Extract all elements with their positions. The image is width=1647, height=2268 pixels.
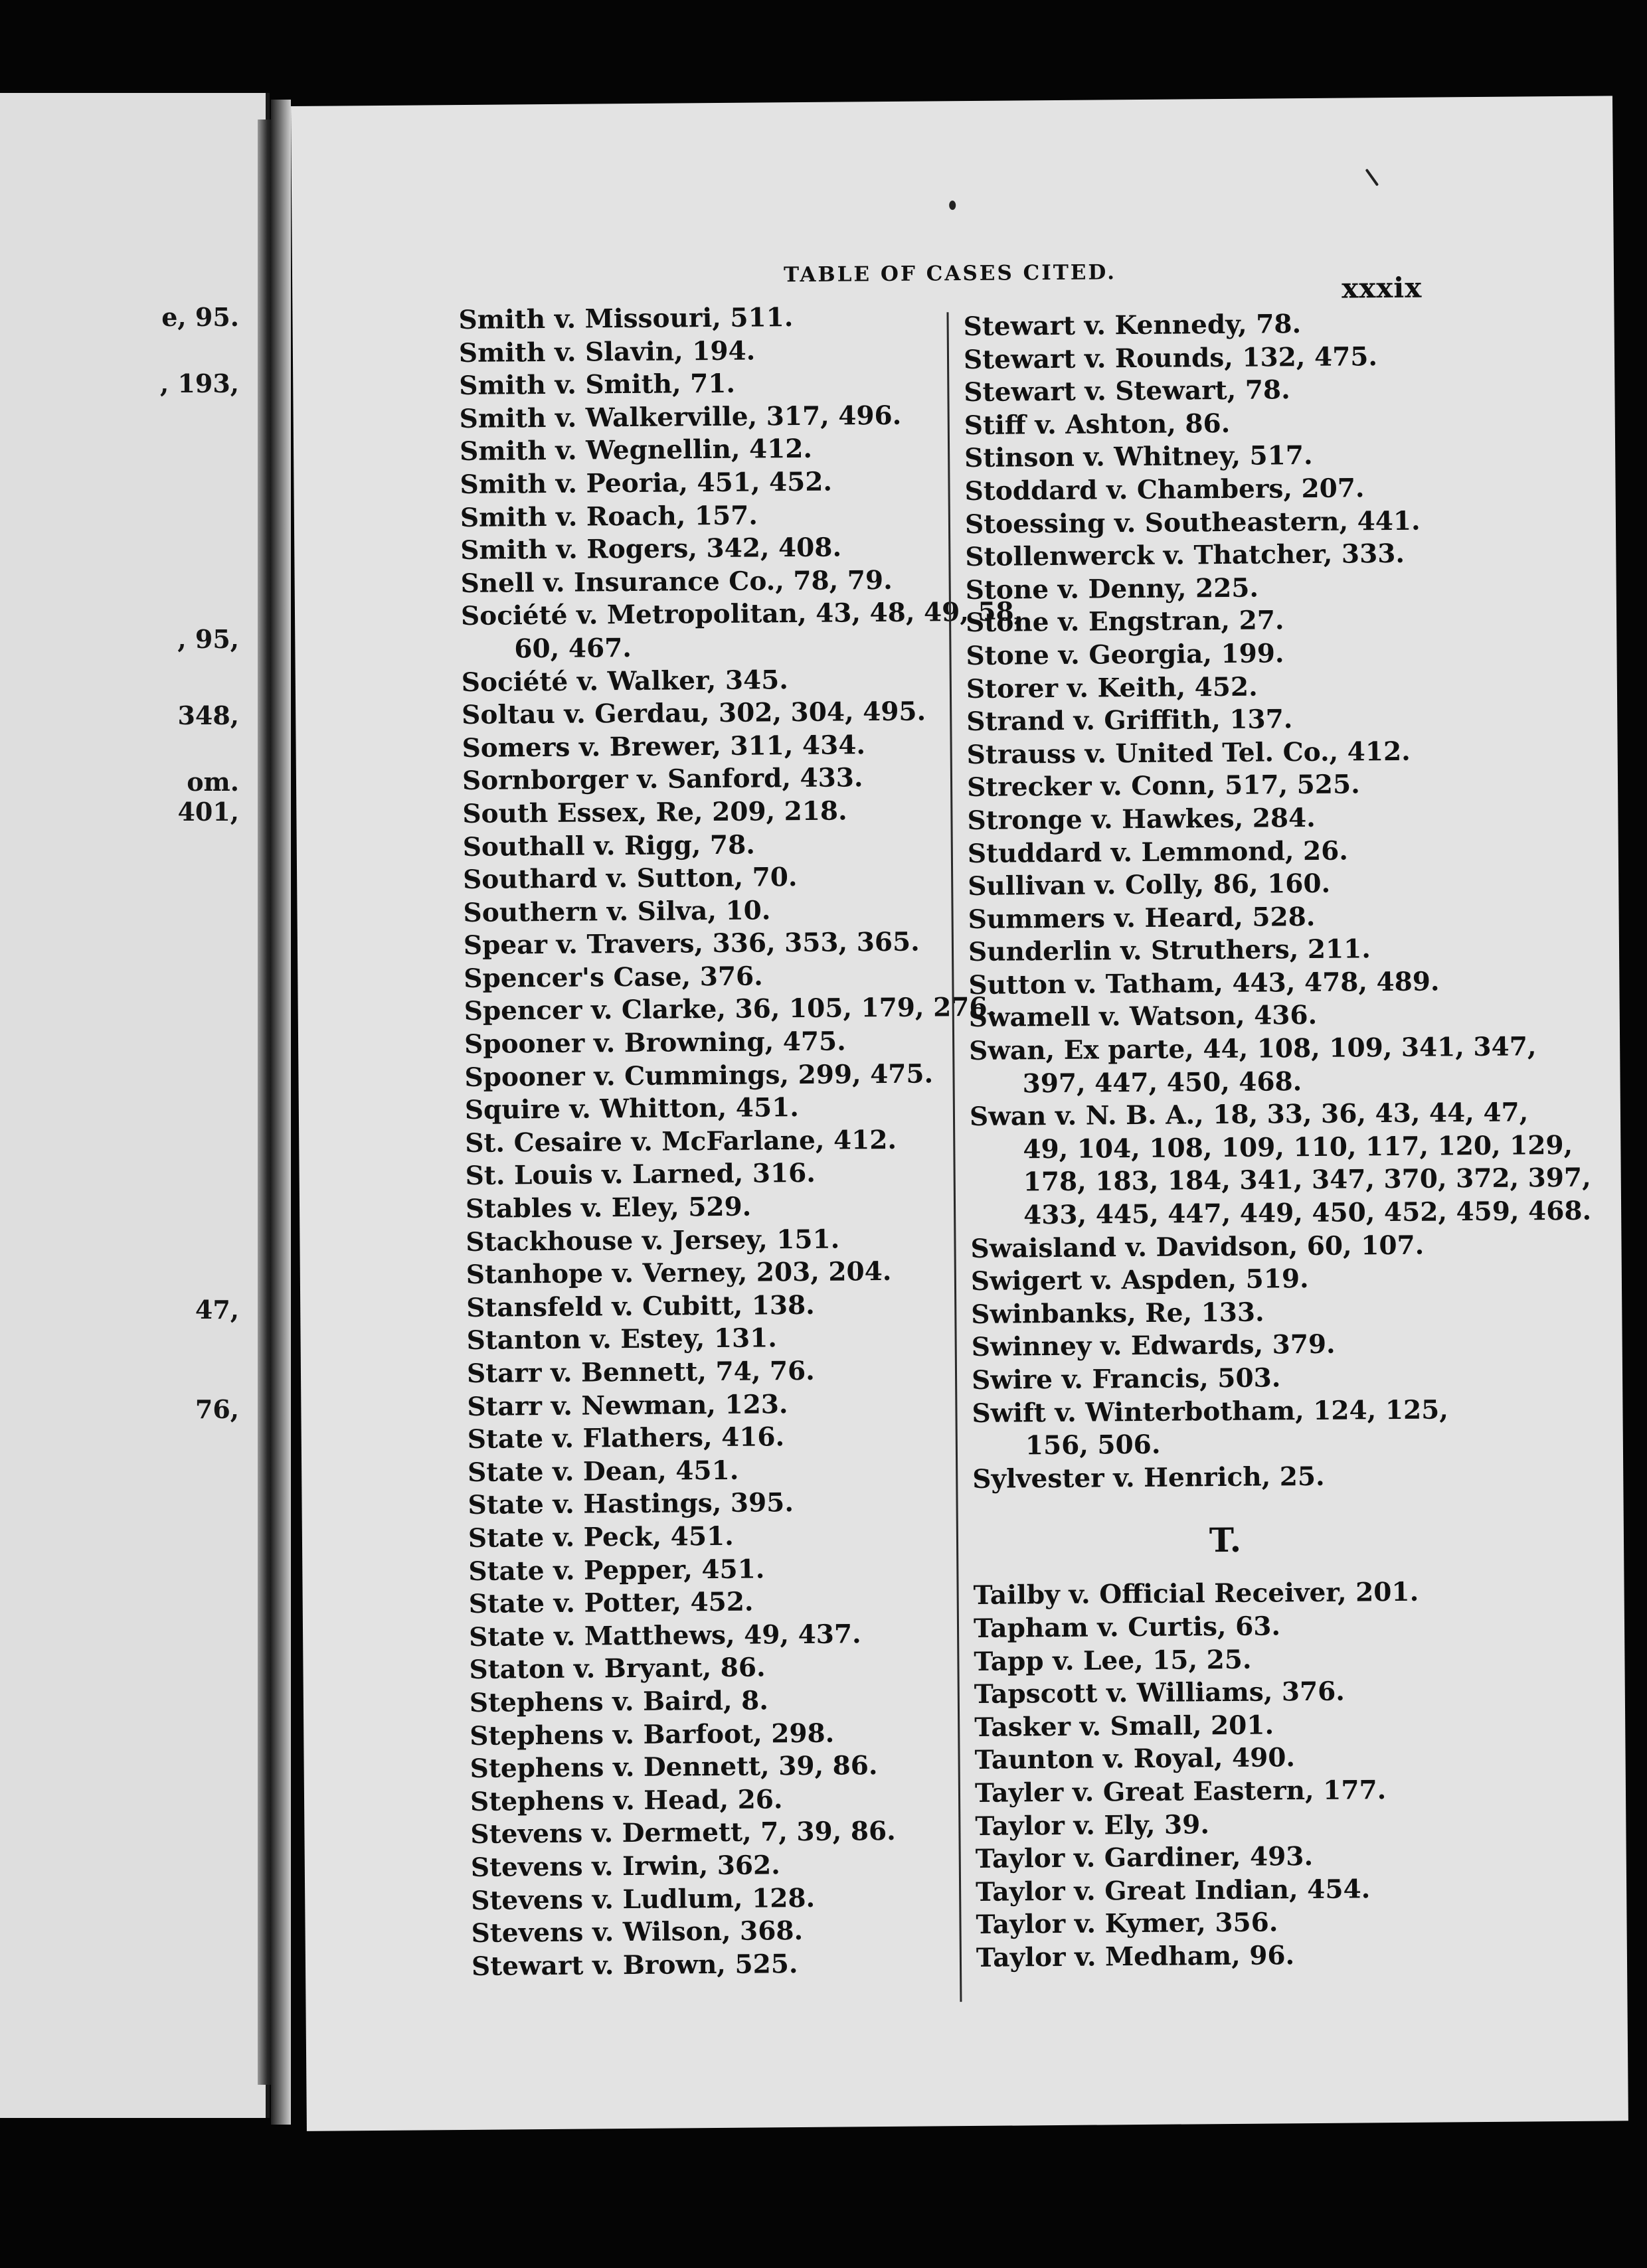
case-entry: Société v. Metropolitan, 43, 48, 49, 58,: [460, 596, 1023, 632]
case-entry: Stephens v. Head, 26.: [470, 1783, 783, 1817]
book-gutter: [271, 100, 291, 2125]
case-entry: Smith v. Wegnellin, 412.: [459, 434, 813, 467]
case-entry: Swinbanks, Re, 133.: [971, 1297, 1264, 1330]
case-entry-continuation: 156, 506.: [1025, 1429, 1161, 1461]
case-entry: Starr v. Bennett, 74, 76.: [466, 1355, 815, 1389]
case-entry: Stinson v. Whitney, 517.: [964, 440, 1313, 474]
case-entry: Stronge v. Hawkes, 284.: [967, 802, 1316, 836]
case-entry: State v. Pepper, 451.: [468, 1554, 765, 1587]
case-entry: Sullivan v. Colly, 86, 160.: [968, 868, 1331, 902]
case-entry: Storer v. Keith, 452.: [966, 671, 1258, 704]
case-entry: Southall v. Rigg, 78.: [462, 829, 755, 862]
case-entry: Taylor v. Great Indian, 454.: [975, 1874, 1371, 1907]
case-entry: Stephens v. Dennett, 39, 86.: [470, 1750, 878, 1785]
case-entry: Strand v. Griffith, 137.: [966, 704, 1293, 738]
case-entry: Stevens v. Wilson, 368.: [471, 1915, 804, 1949]
case-entry: Snell v. Insurance Co., 78, 79.: [460, 564, 893, 599]
case-entry: Stewart v. Stewart, 78.: [964, 374, 1290, 408]
case-entry-continuation: 49, 104, 108, 109, 110, 117, 120, 129,: [1023, 1129, 1573, 1165]
case-entry: Southard v. Sutton, 70.: [462, 862, 798, 896]
case-entry: Squire v. Whitton, 451.: [464, 1092, 800, 1126]
case-entry: Soltau v. Gerdau, 302, 304, 495.: [462, 696, 926, 731]
case-entry: Smith v. Rogers, 342, 408.: [460, 532, 842, 566]
case-entry: State v. Dean, 451.: [467, 1455, 739, 1488]
column-rule: [946, 312, 962, 2002]
facing-page-fragment: 348,: [177, 700, 239, 730]
facing-page-fragment: om.: [187, 767, 239, 797]
case-entry: Swamell v. Watson, 436.: [968, 1000, 1318, 1034]
page-number: xxxix: [1342, 271, 1423, 305]
case-entry: Smith v. Missouri, 511.: [458, 302, 794, 336]
case-entry: Swift v. Winterbotham, 124, 125,: [972, 1394, 1449, 1429]
case-entry: Stoddard v. Chambers, 207.: [964, 473, 1365, 507]
case-entry: Tapscott v. Williams, 376.: [974, 1676, 1345, 1710]
case-entry: Stephens v. Baird, 8.: [469, 1685, 769, 1718]
case-entry: Stollenwerck v. Thatcher, 333.: [965, 538, 1405, 573]
case-entry: Taylor v. Medham, 96.: [976, 1940, 1295, 1973]
facing-page-fragment: 76,: [195, 1394, 239, 1424]
case-entry: Stanton v. Estey, 131.: [466, 1323, 778, 1356]
case-entry: Tasker v. Small, 201.: [974, 1710, 1274, 1743]
case-entry: Taylor v. Gardiner, 493.: [975, 1841, 1314, 1875]
case-entry-continuation: 178, 183, 184, 341, 347, 370, 372, 397,: [1023, 1163, 1591, 1198]
case-entry: Swan v. N. B. A., 18, 33, 36, 43, 44, 47,: [969, 1097, 1529, 1133]
case-entry: Stephens v. Barfoot, 298.: [470, 1718, 835, 1751]
case-entry: Stone v. Georgia, 199.: [966, 638, 1284, 671]
case-entry-continuation: 397, 447, 450, 468.: [1022, 1066, 1302, 1099]
case-entry: Stewart v. Rounds, 132, 475.: [963, 341, 1378, 375]
case-entry: Spencer v. Clarke, 36, 105, 179, 276.: [464, 992, 997, 1027]
case-entry-continuation: 433, 445, 447, 449, 450, 452, 459, 468.: [1023, 1195, 1592, 1231]
case-entry: Spooner v. Cummings, 299, 475.: [464, 1058, 934, 1093]
index-page: [291, 96, 1628, 2131]
case-entry: Tapham v. Curtis, 63.: [973, 1611, 1281, 1644]
facing-page-edge: [0, 93, 270, 2118]
right-column: [963, 307, 1592, 1975]
facing-page-fragment: , 193,: [159, 368, 239, 398]
case-entry: Stables v. Eley, 529.: [465, 1191, 752, 1225]
case-entry: Stansfeld v. Cubitt, 138.: [466, 1289, 815, 1323]
case-entry: State v. Hastings, 395.: [468, 1487, 794, 1521]
case-entry-continuation: 60, 467.: [514, 632, 632, 665]
case-entry: Sunderlin v. Struthers, 211.: [968, 933, 1371, 968]
facing-page-fragment: 401,: [177, 797, 239, 827]
case-entry: Taylor v. Ely, 39.: [975, 1809, 1210, 1842]
case-entry: Stewart v. Brown, 525.: [471, 1948, 798, 1982]
case-entry: Strauss v. United Tel. Co., 412.: [966, 736, 1411, 770]
case-entry: State v. Flathers, 416.: [467, 1421, 785, 1455]
case-entry: St. Cesaire v. McFarlane, 412.: [465, 1124, 897, 1159]
case-entry: Tapp v. Lee, 15, 25.: [974, 1644, 1252, 1677]
case-entry: Spear v. Travers, 336, 353, 365.: [463, 926, 920, 961]
facing-page-fragment: 47,: [195, 1295, 239, 1325]
right-column-entries: [963, 307, 1592, 1496]
case-entry: State v. Peck, 451.: [468, 1520, 734, 1554]
ink-speck: [1365, 169, 1379, 187]
case-entry: Swigert v. Aspden, 519.: [970, 1263, 1309, 1297]
case-entry: Stevens v. Irwin, 362.: [470, 1850, 780, 1883]
case-entry: Sutton v. Tatham, 443, 478, 489.: [968, 966, 1440, 1001]
case-entry: State v. Potter, 452.: [468, 1586, 754, 1620]
case-entry: South Essex, Re, 209, 218.: [462, 795, 847, 829]
case-entry: Stevens v. Ludlum, 128.: [471, 1882, 816, 1916]
facing-page-fragment: , 95,: [177, 624, 239, 654]
case-entry: Stoessing v. Southeastern, 441.: [964, 505, 1421, 540]
case-entry: State v. Matthews, 49, 437.: [468, 1619, 861, 1653]
case-entry: St. Louis v. Larned, 316.: [465, 1158, 816, 1192]
case-entry: Southern v. Silva, 10.: [463, 895, 771, 928]
case-entry: Strecker v. Conn, 517, 525.: [966, 769, 1360, 803]
case-entry: Sylvester v. Henrich, 25.: [972, 1461, 1325, 1495]
case-entry: Smith v. Smith, 71.: [459, 368, 736, 402]
case-entry: Smith v. Walkerville, 317, 496.: [459, 400, 902, 434]
case-entry: Spooner v. Browning, 475.: [464, 1026, 846, 1060]
case-entry: Société v. Walker, 345.: [461, 664, 789, 698]
case-entry: Summers v. Heard, 528.: [968, 901, 1316, 935]
case-entry: Swan, Ex parte, 44, 108, 109, 341, 347,: [969, 1031, 1537, 1067]
case-entry: Somers v. Brewer, 311, 434.: [462, 729, 866, 764]
ink-speck: [949, 201, 956, 210]
case-entry: Stackhouse v. Jersey, 151.: [466, 1224, 840, 1257]
case-entry: Stone v. Engstran, 27.: [965, 605, 1284, 639]
running-title: TABLE OF CASES CITED.: [783, 260, 1117, 287]
case-entry: Taylor v. Kymer, 356.: [976, 1907, 1278, 1941]
case-entry: Starr v. Newman, 123.: [467, 1388, 788, 1422]
case-entry: Studdard v. Lemmond, 26.: [967, 835, 1349, 869]
case-entry: Smith v. Slavin, 194.: [458, 335, 756, 368]
case-entry: Swaisland v. Davidson, 60, 107.: [970, 1230, 1425, 1264]
case-entry: Spencer's Case, 376.: [464, 961, 763, 994]
case-entry: Stone v. Denny, 225.: [965, 572, 1259, 606]
case-entry: Swire v. Francis, 503.: [971, 1362, 1281, 1396]
case-entry: Stevens v. Dermett, 7, 39, 86.: [470, 1816, 896, 1850]
case-entry: Staton v. Bryant, 86.: [469, 1652, 766, 1686]
case-entry: Swinney v. Edwards, 379.: [971, 1329, 1336, 1363]
left-column: [458, 300, 1023, 1983]
case-entry: Stewart v. Kennedy, 78.: [963, 309, 1302, 343]
case-entry: Stiff v. Ashton, 86.: [964, 408, 1231, 441]
case-entry: Taunton v. Royal, 490.: [974, 1742, 1296, 1776]
section-letter-t: T.: [1209, 1520, 1242, 1560]
case-entry: Tailby v. Official Receiver, 201.: [973, 1577, 1419, 1611]
case-entry: Sornborger v. Sanford, 433.: [462, 762, 863, 797]
section-t-entries: [973, 1576, 1481, 1975]
case-entry: Smith v. Roach, 157.: [460, 500, 758, 533]
case-entry: Tayler v. Great Eastern, 177.: [974, 1775, 1387, 1809]
case-entry: Smith v. Peoria, 451, 452.: [460, 466, 833, 500]
facing-page-fragment: e, 95.: [161, 302, 239, 332]
case-entry: Stanhope v. Verney, 203, 204.: [466, 1256, 892, 1291]
